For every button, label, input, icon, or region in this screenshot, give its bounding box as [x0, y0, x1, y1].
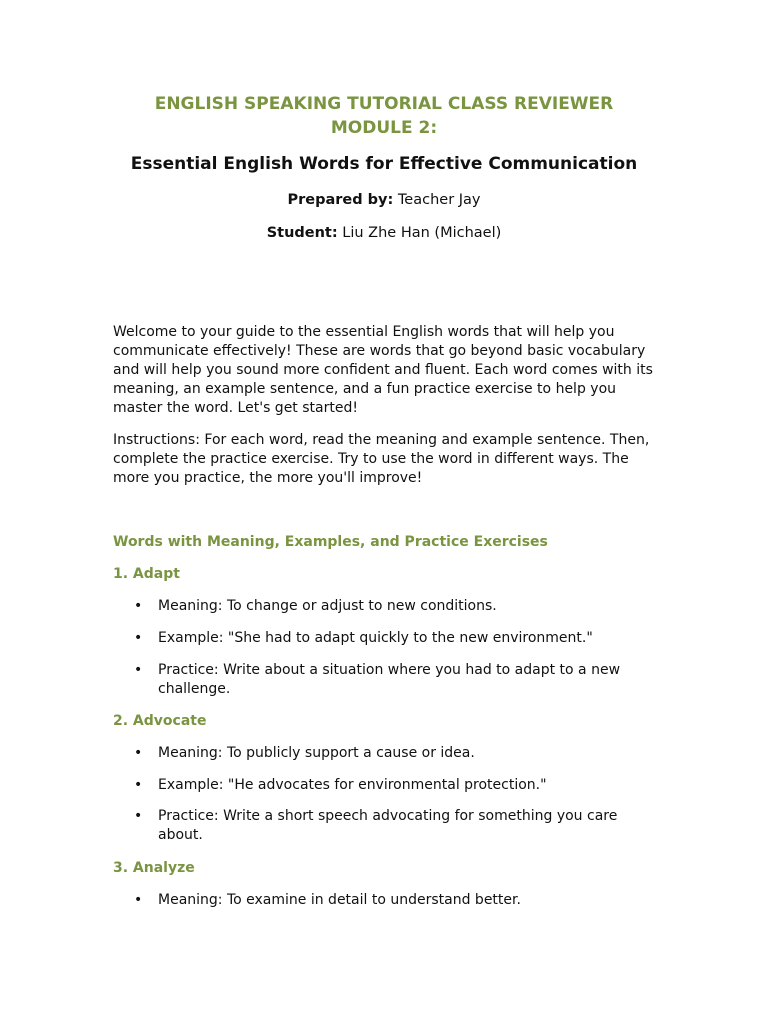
bullet-icon: •: [134, 808, 143, 824]
word-heading-adapt: 1. Adapt: [113, 566, 180, 582]
student-line: [0, 223, 768, 243]
bullet-icon: •: [134, 630, 143, 646]
bullet-text: Meaning: To change or adjust to new conditions.: [158, 598, 497, 614]
section-heading: Words with Meaning, Examples, and Practice Exercises: [113, 534, 548, 550]
bullet-text: Example: "She had to adapt quickly to the new environment.": [158, 630, 593, 646]
word-heading-analyze: 3. Analyze: [113, 860, 195, 876]
prepared-by-value: Teacher Jay: [393, 192, 481, 208]
bullet-icon: •: [134, 662, 143, 678]
bullet-icon: •: [134, 745, 143, 761]
bullet-icon: •: [134, 598, 143, 614]
student-value: Liu Zhe Han (Michael): [337, 225, 502, 241]
word-heading-advocate: 2. Advocate: [113, 713, 207, 729]
bullet-text: Example: "He advocates for environmental protection.": [158, 777, 547, 793]
bullet-text: Practice: Write a short speech advocating for something you care about.: [158, 808, 618, 843]
document-subtitle: Essential English Words for Effective Communication: [130, 154, 638, 174]
bullet-text: Meaning: To publicly support a cause or idea.: [158, 745, 475, 761]
instructions-paragraph: Instructions: For each word, read the meaning and example sentence. Then, complete the practice exercise. Try to use the word in different ways. The more you practice, the more you'll improve!: [113, 432, 650, 486]
document-title-line1: ENGLISH SPEAKING TUTORIAL CLASS REVIEWER: [154, 94, 614, 114]
student-label: Student:: [266, 225, 338, 241]
prepared-by-label: Prepared by:: [287, 192, 394, 208]
bullet-text: Practice: Write about a situation where you had to adapt to a new challenge.: [158, 662, 621, 697]
bullet-icon: •: [134, 777, 143, 793]
document-title-line2: MODULE 2:: [330, 118, 438, 138]
bullet-text: Meaning: To examine in detail to understand better.: [158, 892, 521, 908]
prepared-by-line: [0, 190, 768, 210]
bullet-icon: •: [134, 892, 143, 908]
welcome-paragraph: Welcome to your guide to the essential English words that will help you communicate effectively! These are words that go beyond basic vocabulary and will help you sound more confident and fluent. Each word comes with its meaning, an example sentence, and a fun practice exercise to help you master the word. Let's get started!: [113, 324, 653, 416]
